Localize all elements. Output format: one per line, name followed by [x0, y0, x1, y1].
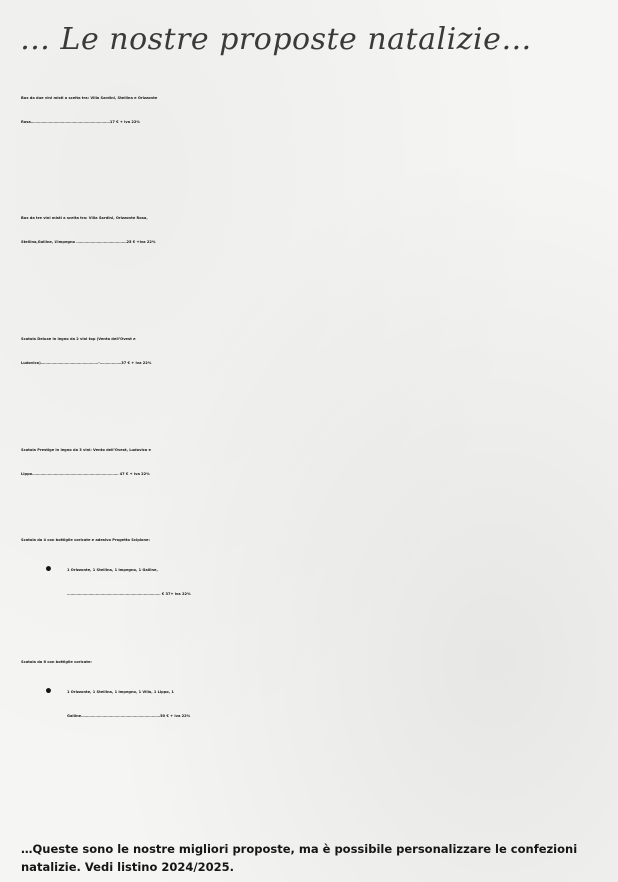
footer-line: natalizie. Vedi listino 2024/2025. [21, 860, 234, 874]
footer-line: …Queste sono le nostre migliori proposte, ma è possibile personalizzare le confezioni [21, 842, 578, 856]
offer-heading: Scatola da 6 con bottiglie coricate: [21, 660, 92, 664]
offer-line: Scatola Deluxe in legno da 2 vini top (Vento dell’Ovest e [21, 337, 136, 341]
offer-bullet-item: • 1 Orizzonte, 1 Stellina, 1 Impegno, 1 Villa, 1 Lippo, 1 [21, 680, 611, 704]
offer-box-2-vini [21, 86, 611, 134]
offer-scatola-6 [21, 650, 611, 728]
offer-heading: Scatola da 4 con bottiglie coricate e adesivo Progetto Scipione: [21, 538, 150, 542]
offer-line: Box da tre vini misti a scelta tra: Villa Sardini, Orizzonte Rosa, [21, 216, 148, 220]
footer-note [21, 840, 601, 876]
offer-line: Scatola Prestige in legno da 3 vini: Vento dell’Ovest, Ludovico e [21, 448, 151, 452]
offer-price-line: Lippo……………………………………………………………… 47 € + iva 22% [21, 472, 150, 476]
page-title: … Le nostre proposte natalizie… [20, 22, 532, 57]
offer-scatola-4 [21, 528, 611, 606]
offer-bullet-item: • 1 Orizzonte, 1 Stellina, 1 Impegno, 1 Galline, [21, 558, 611, 582]
offer-price-line: …………………………………………………………………… € 37+ iva 22% [67, 592, 191, 596]
offer-price-line: Stellina,Galline, L’Impegno ……………………………………25 € +iva 22% [21, 240, 156, 244]
offer-scatola-deluxe [21, 327, 611, 375]
offer-price-line: Ludovico)…………………………………………-………………37 € + iva 22% [21, 361, 152, 365]
offer-price-line: Galline…………………………………………………………50 € + iva 22% [67, 714, 191, 718]
offer-line: Box da due vini misti a scelta tra: Villa Sardini, Stellina e Orizzonte [21, 96, 158, 100]
offer-price-line: Rosa…………………………………………………………17 € + iva 22% [21, 120, 140, 124]
offer-box-3-vini [21, 206, 611, 254]
offer-scatola-prestige [21, 438, 611, 486]
